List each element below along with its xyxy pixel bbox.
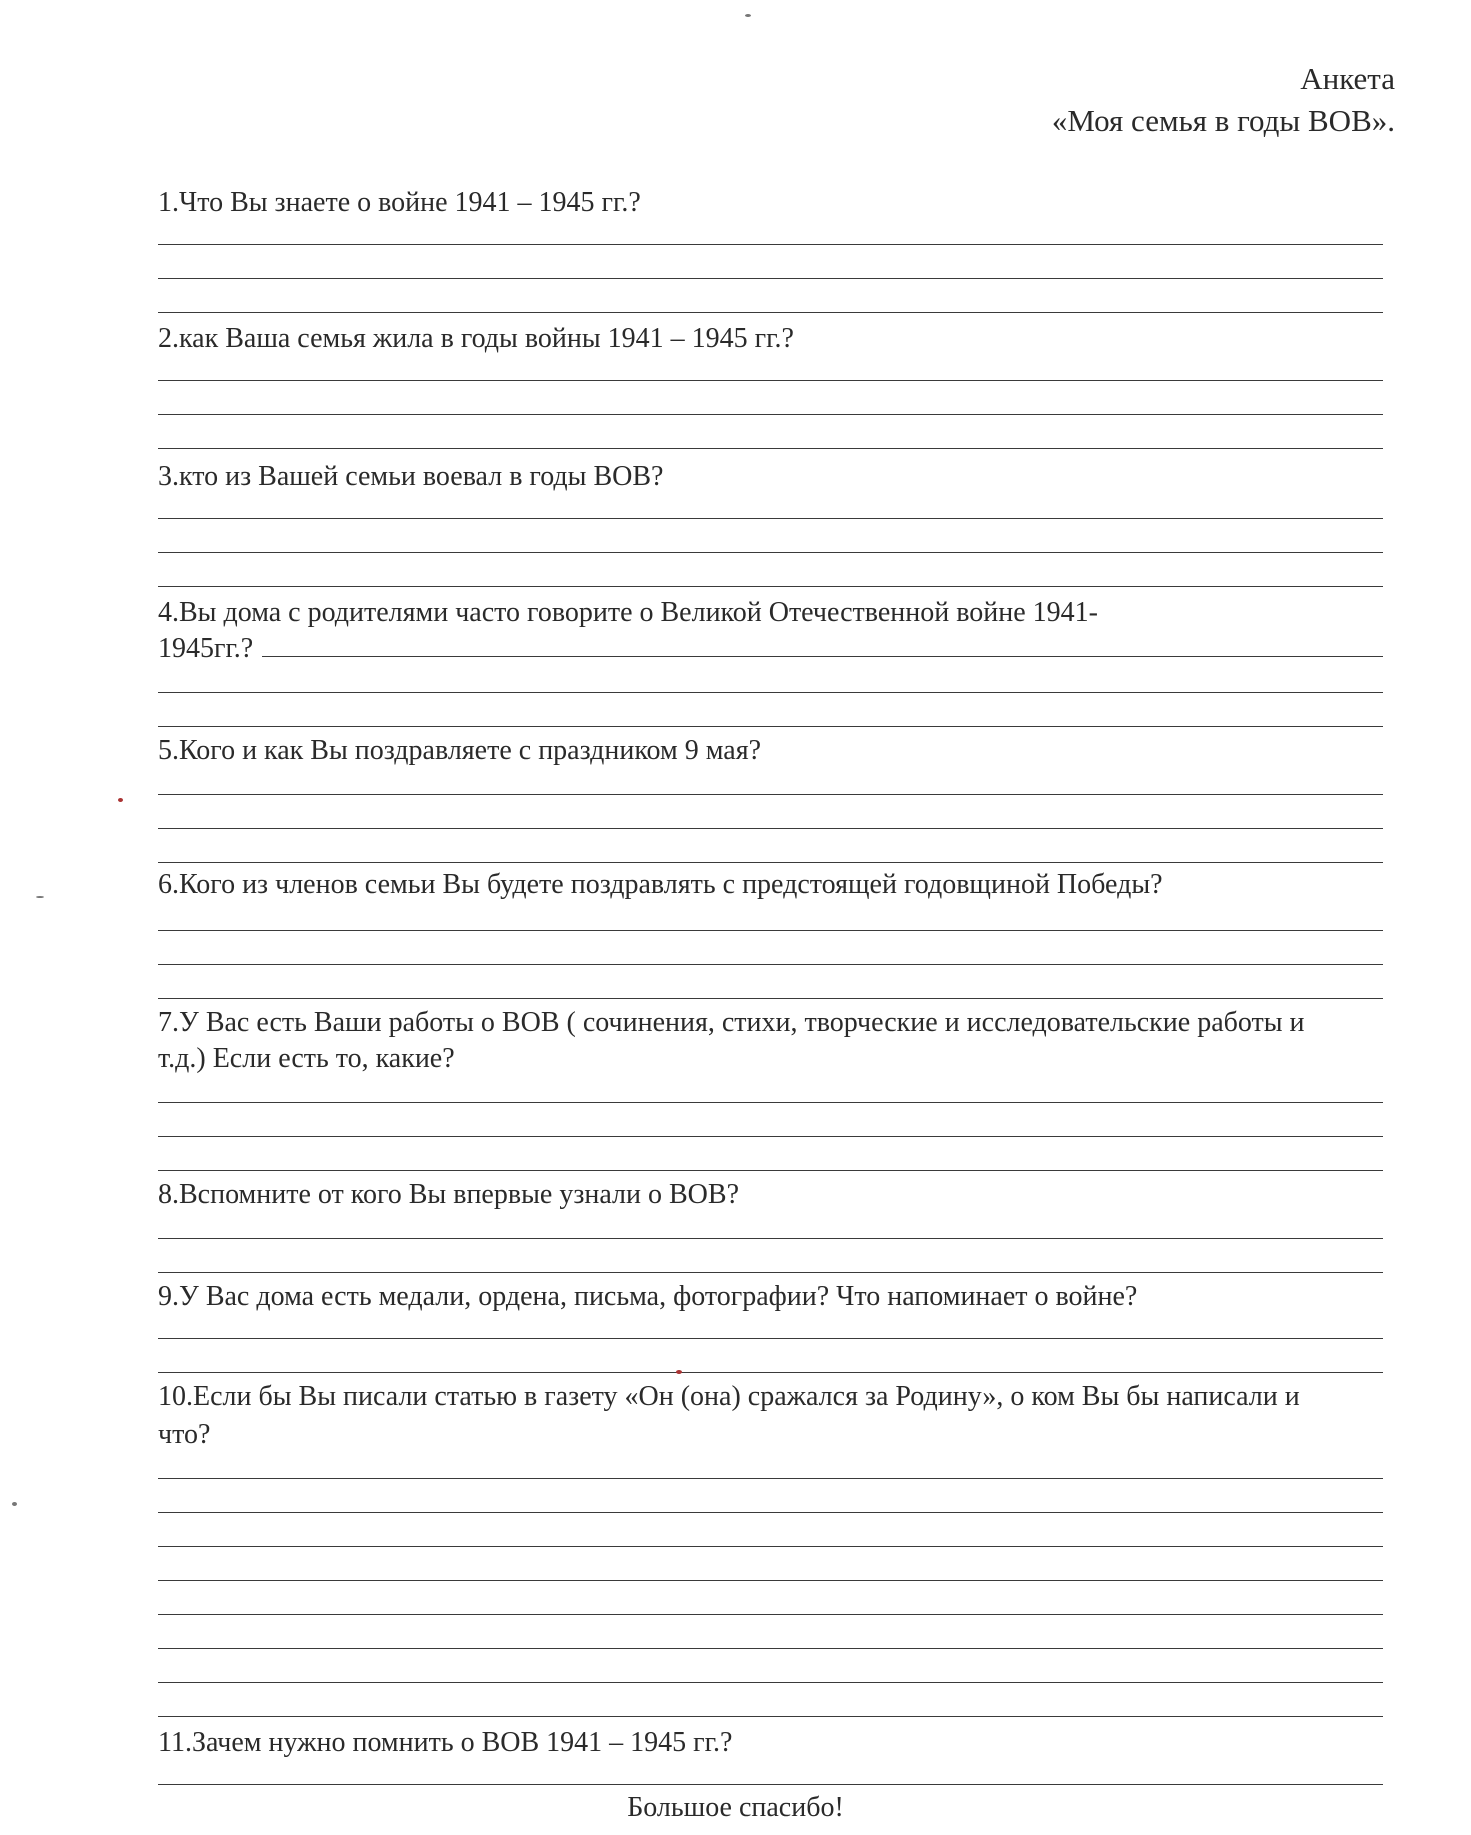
answer-line-4-3[interactable]: [158, 726, 1383, 727]
question-3: 3.кто из Вашей семьи воевал в годы ВОВ?: [158, 461, 664, 492]
answer-line-10-8[interactable]: [158, 1716, 1383, 1717]
question-7-line-2: т.д.) Если есть то, какие?: [158, 1043, 455, 1074]
answer-line-2-1[interactable]: [158, 380, 1383, 381]
question-7-line-1: 7.У Вас есть Ваши работы о ВОВ ( сочинения, стихи, творческие и исследовательские работы и: [158, 1007, 1305, 1038]
answer-line-5-3[interactable]: [158, 862, 1383, 863]
answer-line-6-2[interactable]: [158, 964, 1383, 965]
question-1: 1.Что Вы знаете о войне 1941 – 1945 гг.?: [158, 187, 641, 218]
document-title: «Моя семья в годы ВОВ».: [1051, 103, 1395, 138]
answer-line-4-2[interactable]: [158, 692, 1383, 693]
answer-line-3-3[interactable]: [158, 586, 1383, 587]
answer-line-8-2[interactable]: [158, 1272, 1383, 1273]
answer-line-5-2[interactable]: [158, 828, 1383, 829]
answer-line-10-2[interactable]: [158, 1512, 1383, 1513]
answer-line-7-3[interactable]: [158, 1170, 1383, 1171]
answer-line-7-1[interactable]: [158, 1102, 1383, 1103]
answer-line-8-1[interactable]: [158, 1238, 1383, 1239]
answer-line-6-1[interactable]: [158, 930, 1383, 931]
thank-you-note: Большое спасибо!: [627, 1792, 844, 1823]
answer-line-7-2[interactable]: [158, 1136, 1383, 1137]
answer-line-4-inline[interactable]: [262, 656, 1383, 657]
question-9: 9.У Вас дома есть медали, ордена, письма, фотографии? Что напоминает о войне?: [158, 1281, 1138, 1312]
question-10-line-2: что?: [158, 1419, 211, 1450]
answer-line-10-6[interactable]: [158, 1648, 1383, 1649]
document-header: [1052, 58, 1395, 142]
answer-line-9-1[interactable]: [158, 1338, 1383, 1339]
answer-line-1-1[interactable]: [158, 244, 1383, 245]
scan-speck: [676, 1370, 682, 1374]
answer-line-10-7[interactable]: [158, 1682, 1383, 1683]
scan-speck: [118, 798, 123, 802]
scan-speck: [745, 14, 751, 17]
document-type-label: Анкета: [1300, 61, 1395, 96]
question-8: 8.Вспомните от кого Вы впервые узнали о ВОВ?: [158, 1179, 739, 1210]
answer-line-11-1[interactable]: [158, 1784, 1383, 1785]
question-2: 2.как Ваша семья жила в годы войны 1941 – 1945 гг.?: [158, 323, 794, 354]
question-4-line-1: 4.Вы дома с родителями часто говорите о Великой Отечественной войне 1941-: [158, 597, 1098, 628]
answer-line-10-4[interactable]: [158, 1580, 1383, 1581]
answer-line-3-2[interactable]: [158, 552, 1383, 553]
answer-line-6-3[interactable]: [158, 998, 1383, 999]
question-5: 5.Кого и как Вы поздравляете с праздником 9 мая?: [158, 735, 761, 766]
answer-line-9-2[interactable]: [158, 1372, 1383, 1373]
answer-line-2-3[interactable]: [158, 448, 1383, 449]
scan-speck: [36, 896, 44, 898]
question-11: 11.Зачем нужно помнить о ВОВ 1941 – 1945 гг.?: [158, 1727, 733, 1758]
answer-line-2-2[interactable]: [158, 414, 1383, 415]
answer-line-10-5[interactable]: [158, 1614, 1383, 1615]
scan-speck: [12, 1502, 17, 1506]
answer-line-5-1[interactable]: [158, 794, 1383, 795]
question-10-line-1: 10.Если бы Вы писали статью в газету «Он (она) сражался за Родину», о ком Вы бы написали и: [158, 1381, 1300, 1412]
question-6: 6.Кого из членов семьи Вы будете поздравлять с предстоящей годовщиной Победы?: [158, 869, 1163, 900]
answer-line-3-1[interactable]: [158, 518, 1383, 519]
answer-line-1-2[interactable]: [158, 278, 1383, 279]
answer-line-10-1[interactable]: [158, 1478, 1383, 1479]
answer-line-1-3[interactable]: [158, 312, 1383, 313]
question-4-line-2: 1945гг.?: [158, 633, 254, 664]
answer-line-10-3[interactable]: [158, 1546, 1383, 1547]
